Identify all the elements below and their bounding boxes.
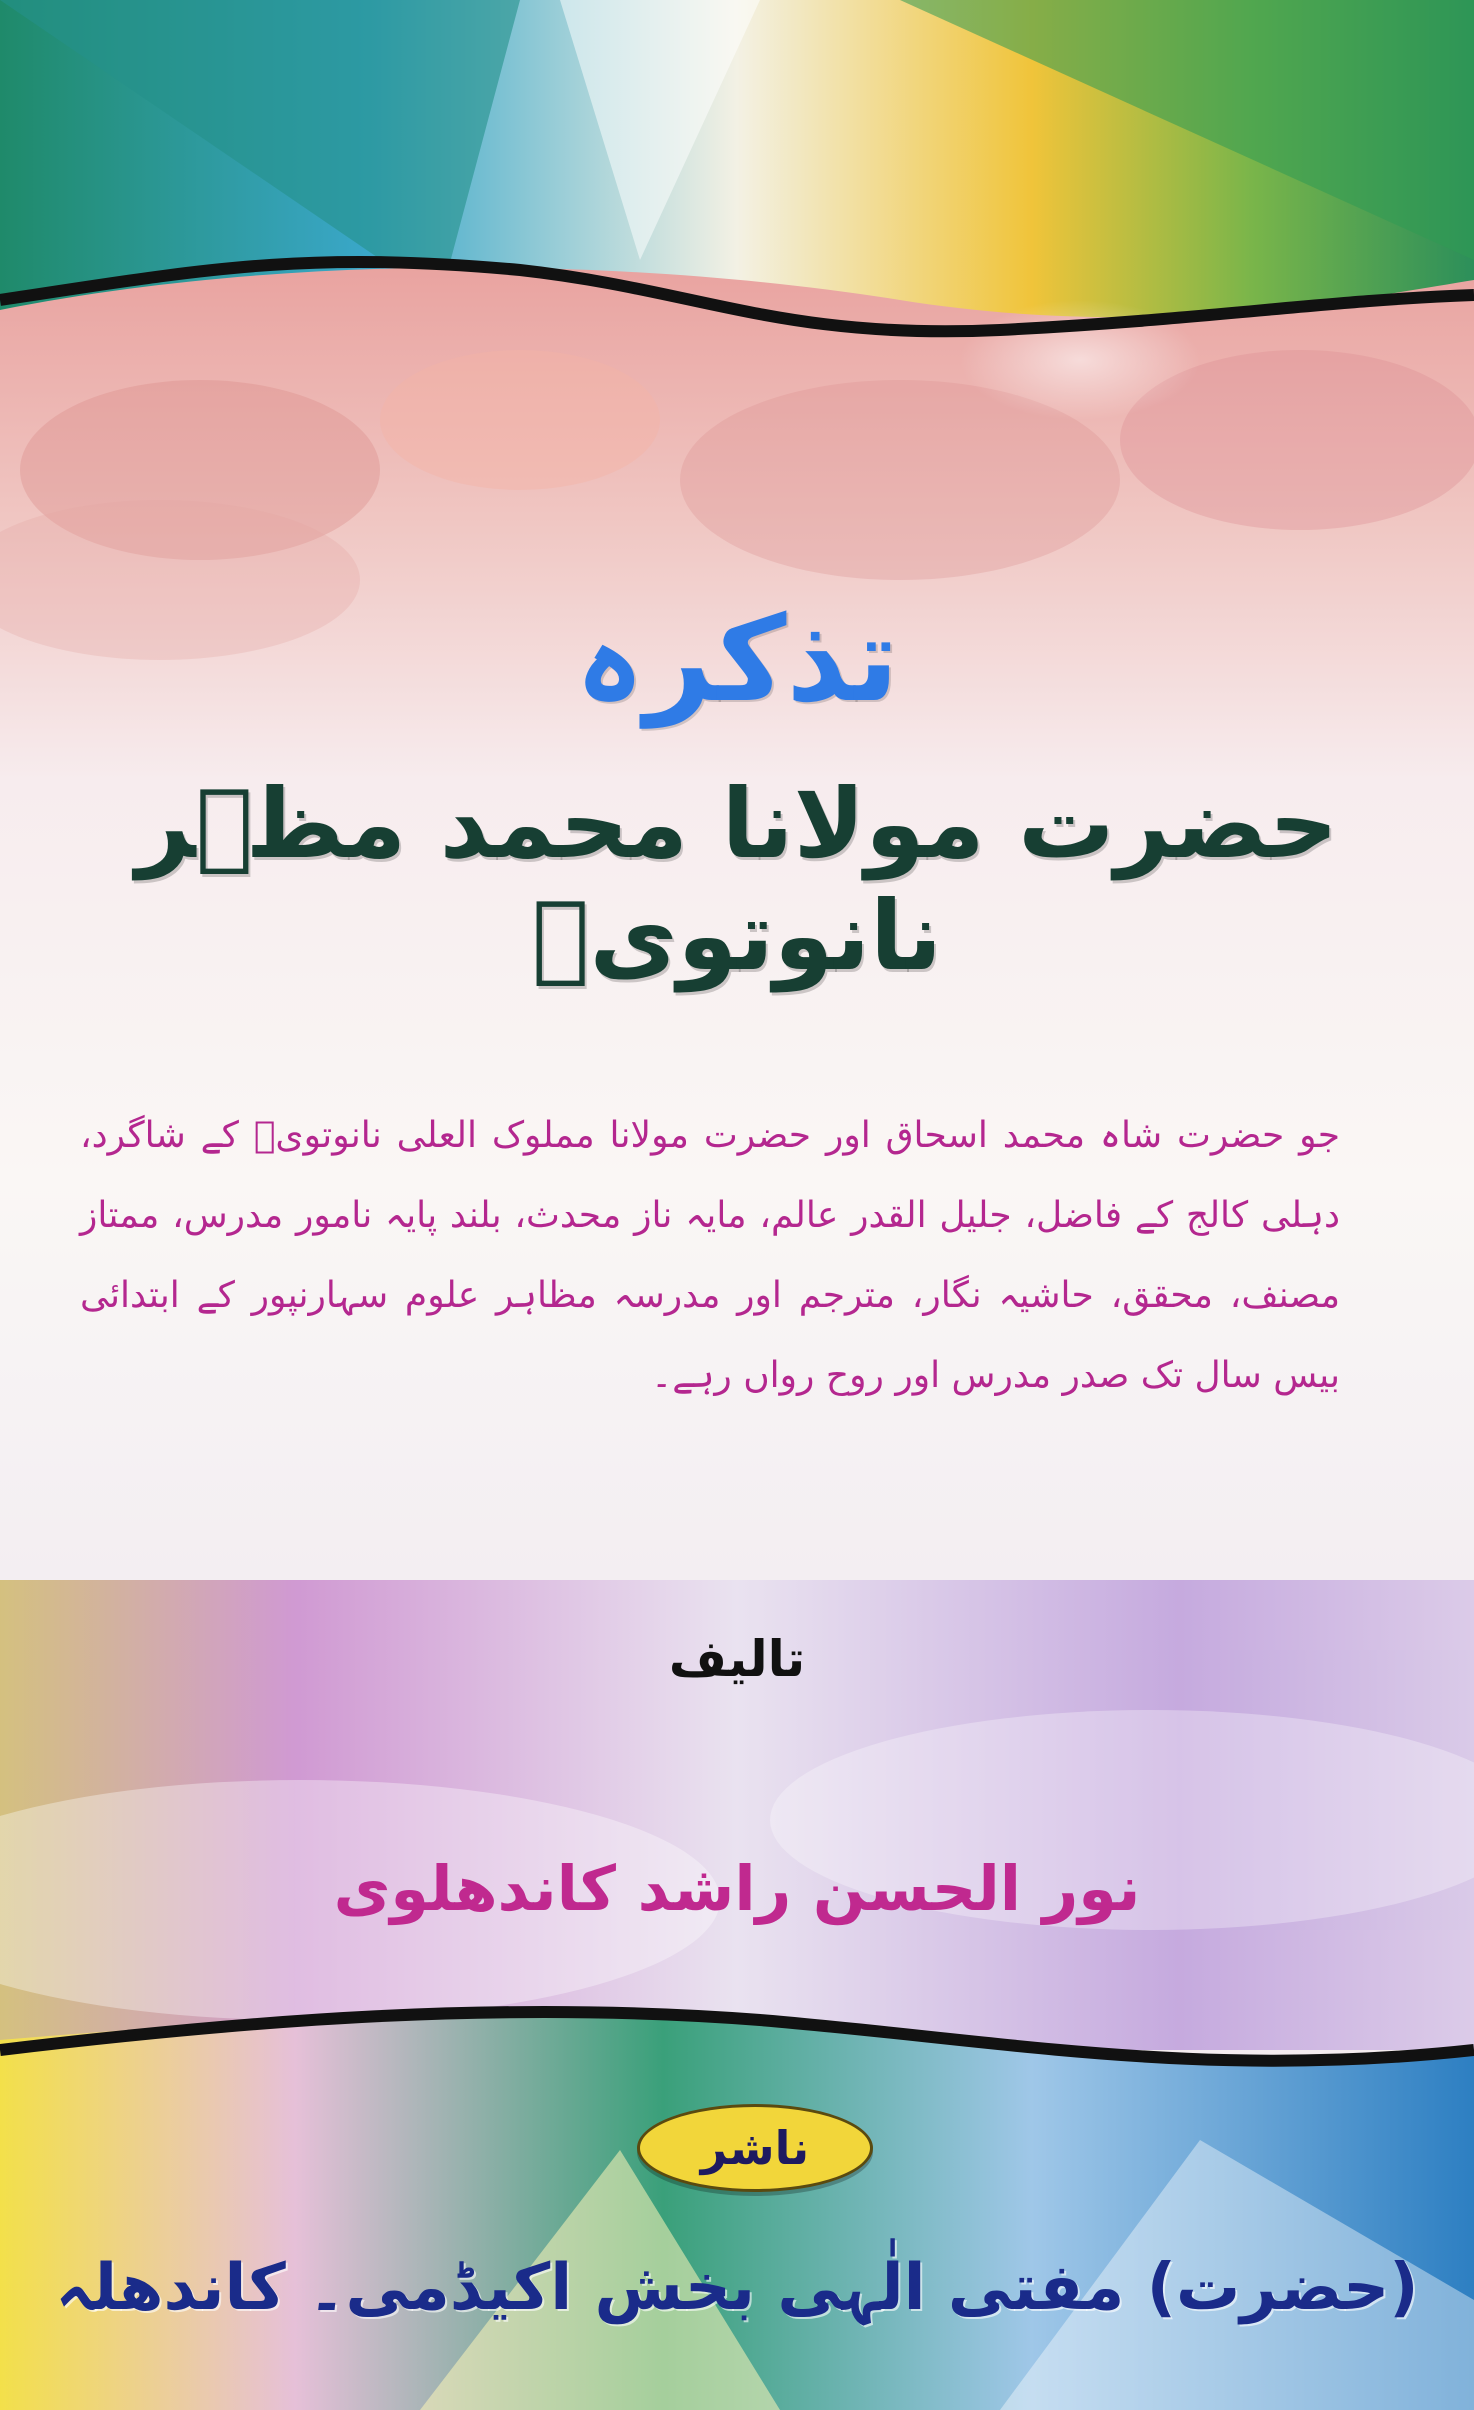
publisher-label: ناشر [700,2121,810,2175]
compiled-by-label: تالیف [668,1630,806,1688]
publisher-name: (حضرت) مفتی الٰہی بخش اکیڈمی۔ کاندھلہ [55,2251,1419,2325]
publisher-badge [637,2104,873,2192]
book-title: حضرت مولانا محمد مظہر نانوتویؒ [135,768,1339,992]
cover-heading: تذکرہ [575,590,899,728]
book-description: جو حضرت شاہ محمد اسحاق اور حضرت مولانا مملوک العلی نانوتویؒ کے شاگرد، دہلی کالج کے فاضل، جلیل القدر عالم، مایہ ناز محدث، بلند پایہ نامور مدرس، ممتاز مصنف، محقق، حاشیہ نگار، مترجم اور مدرسہ مظاہر علوم سہارنپور کے ابتدائی بیس سال تک صدر مدرس اور روح رواں رہے۔ [80,1115,1340,1396]
author-name: نور الحسن راشد کاندھلوی [333,1852,1141,1925]
